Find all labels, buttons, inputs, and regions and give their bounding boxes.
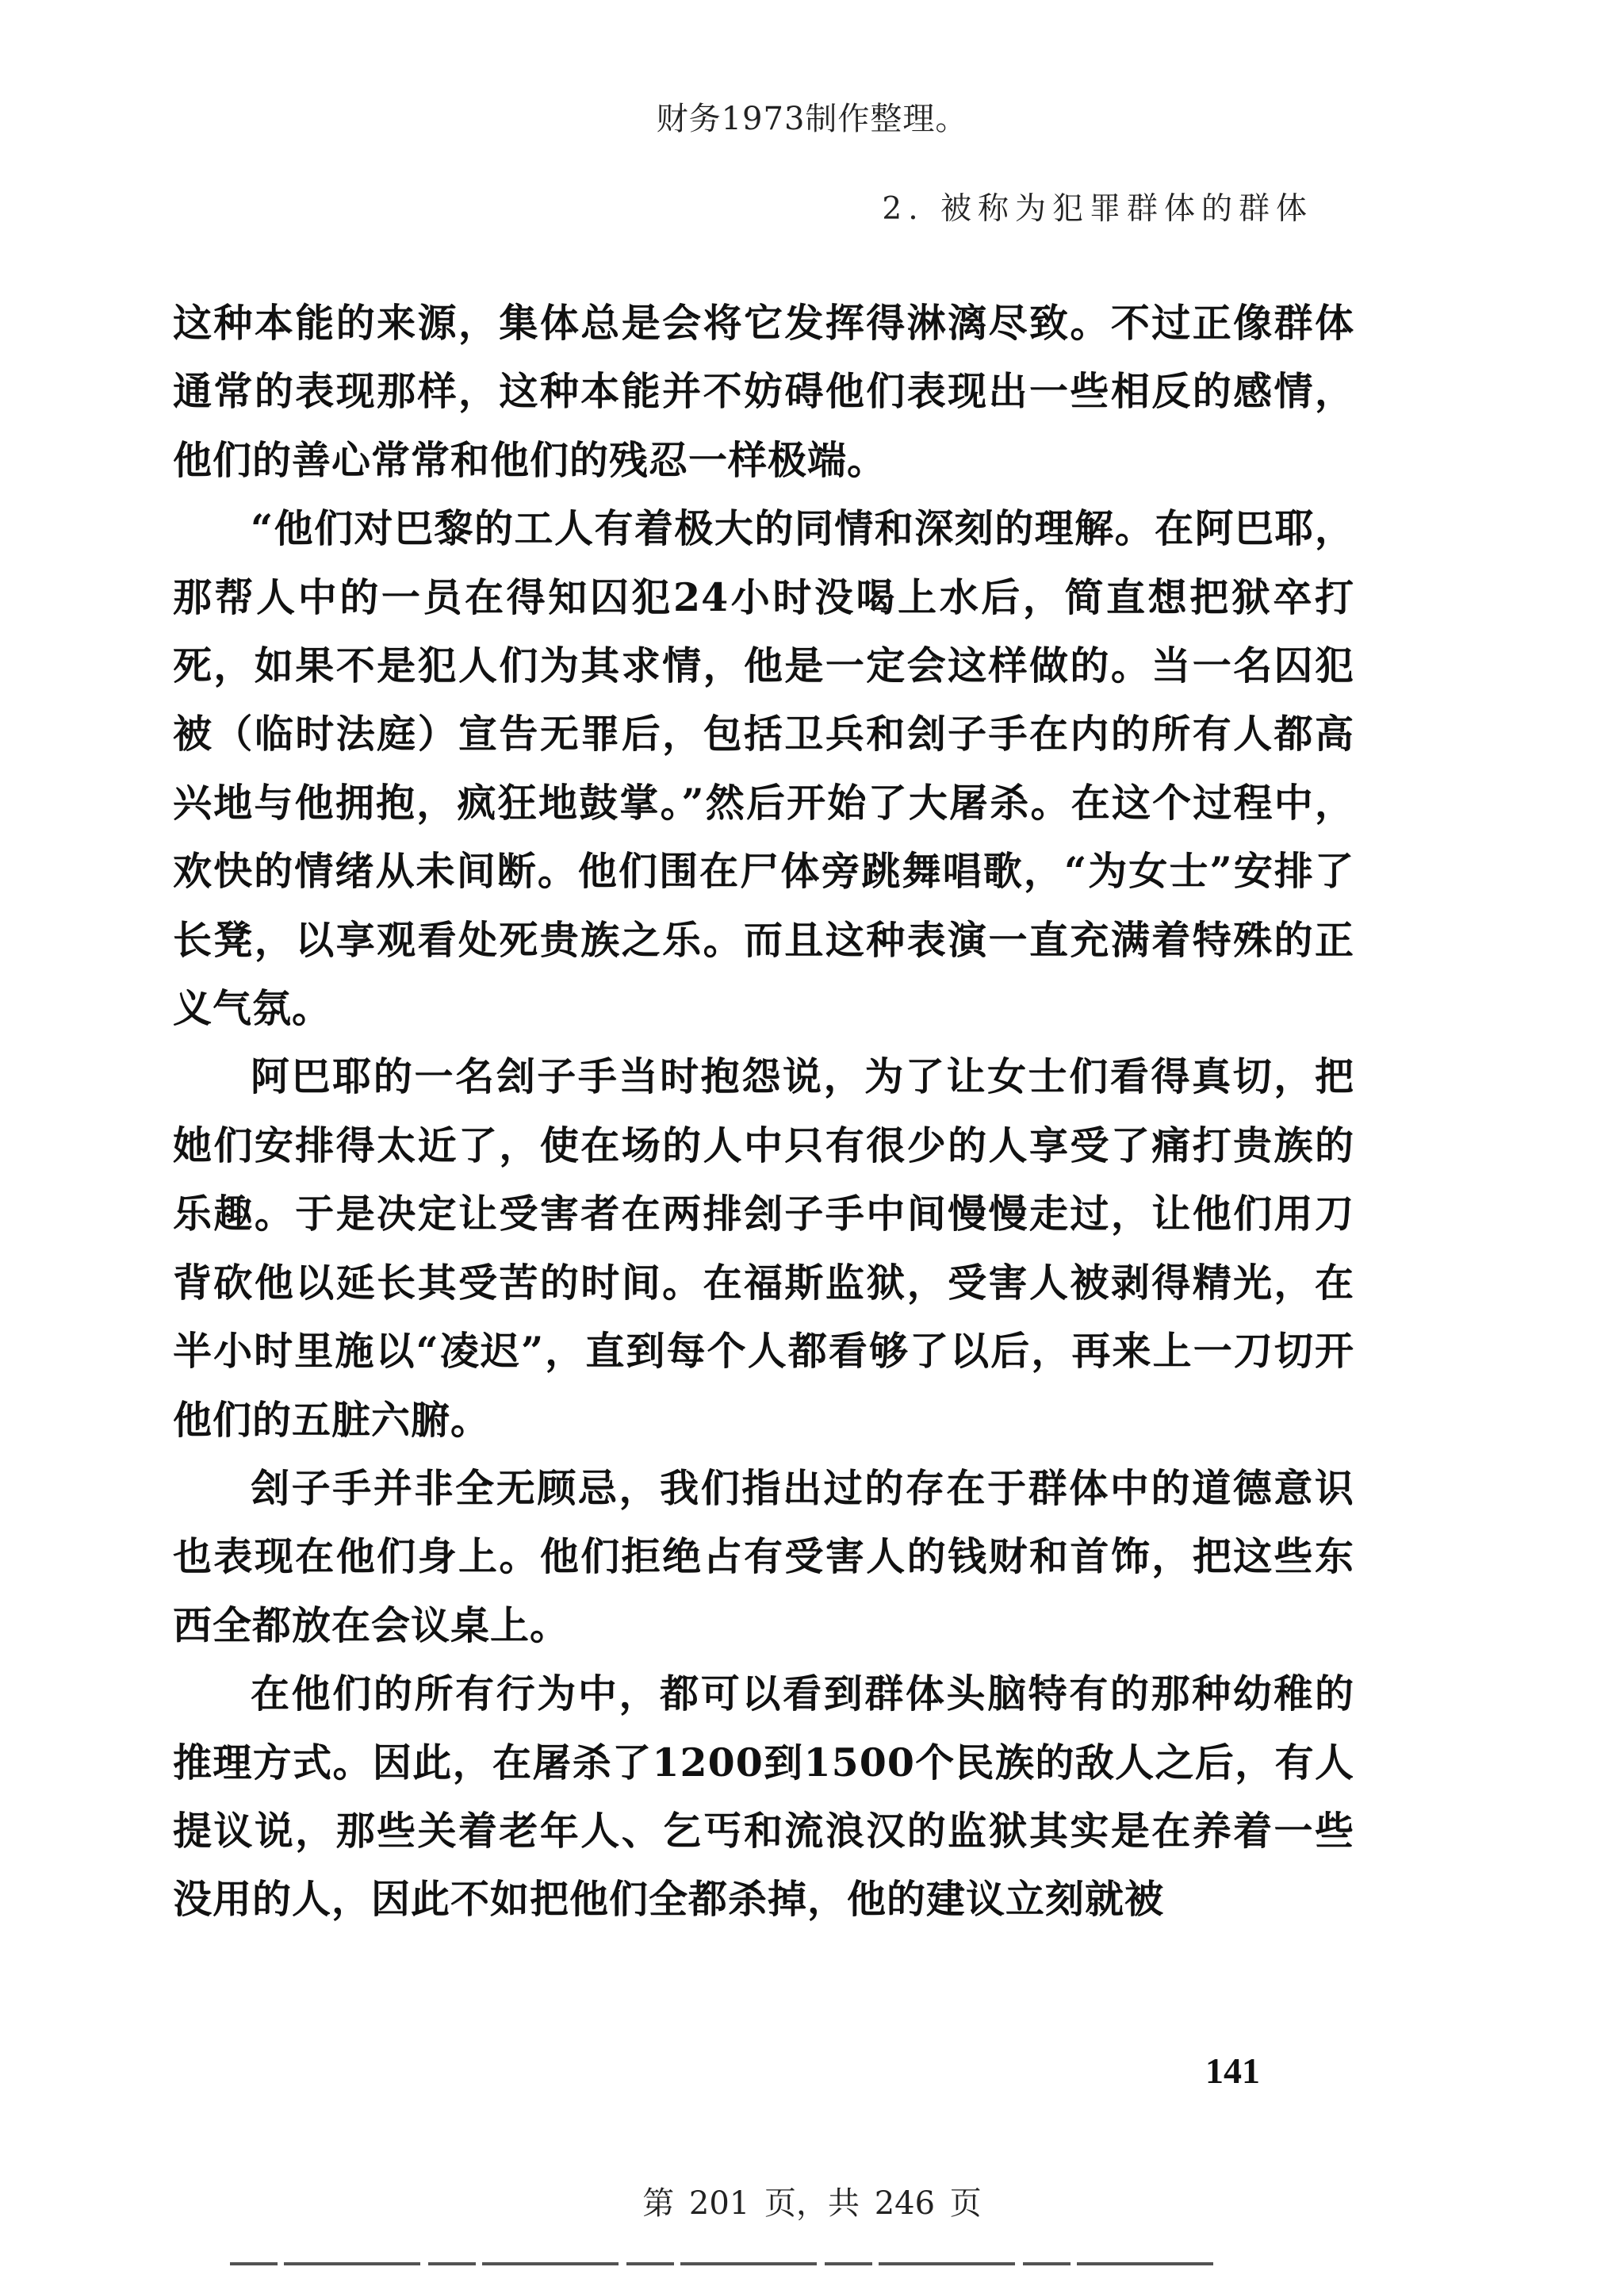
body-text bbox=[173, 289, 1354, 1934]
watermark-text: 财务1973制作整理。 bbox=[656, 101, 968, 137]
page-footer: 第 201 页，共 246 页 bbox=[642, 2185, 982, 2222]
paragraph-1: 这种本能的来源，集体总是会将它发挥得淋漓尽致。不过正像群体通常的表现那样，这种本能并不妨碍他们表现出一些相反的感情，他们的善心常常和他们的残忍一样极端。 bbox=[173, 300, 1354, 483]
page-number: 141 bbox=[1205, 2050, 1260, 2091]
paragraph-4: 刽子手并非全无顾忌，我们指出过的存在于群体中的道德意识也表现在他们身上。他们拒绝占有受害人的钱财和首饰，把这些东西全都放在会议桌上。 bbox=[173, 1464, 1354, 1648]
paragraph-5: 在他们的所有行为中，都可以看到群体头脑特有的那种幼稚的推理方式。因此，在屠杀了1200到1500个民族的敌人之后，有人提议说，那些关着老年人、乞丐和流浪汉的监狱其实是在养着一些没用的人，因此不如把他们全都杀掉，他的建议立刻就被 bbox=[173, 1671, 1354, 1923]
paragraph-2: “他们对巴黎的工人有着极大的同情和深刻的理解。在阿巴耶，那帮人中的一员在得知囚犯24小时没喝上水后，简直想把狱卒打死，如果不是犯人们为其求情，他是一定会这样做的。当一名囚犯被（临时法庭）宣告无罪后，包括卫兵和刽子手在内的所有人都高兴地与他拥抱，疯狂地鼓掌。”然后开始了大屠杀。在这个过程中，欢快的情绪从未间断。他们围在尸体旁跳舞唱歌，“为女士”安排了长凳，以享观看处死贵族之乐。而且这种表演一直充满着特殊的正义气氛。 bbox=[173, 505, 1354, 1032]
scan-artifact-line bbox=[230, 2262, 1213, 2265]
paragraph-3: 阿巴耶的一名刽子手当时抱怨说，为了让女士们看得真切，把她们安排得太近了，使在场的人中只有很少的人享受了痛打贵族的乐趣。于是决定让受害者在两排刽子手中间慢慢走过，让他们用刀背砍他以延长其受苦的时间。在福斯监狱，受害人被剥得精光，在半小时里施以“凌迟”，直到每个人都看够了以后，再来上一刀切开他们的五脏六腑。 bbox=[173, 1053, 1354, 1443]
running-head: 2. 被称为犯罪群体的群体 bbox=[882, 191, 1313, 227]
